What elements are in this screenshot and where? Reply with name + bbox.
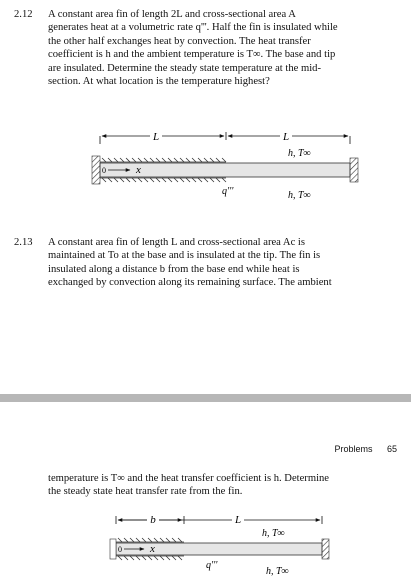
q-label: q'''	[222, 186, 234, 197]
text-line: insulated along a distance b from the base end while heat is	[48, 263, 300, 275]
page-bottom	[0, 402, 411, 577]
insulation-bottom	[100, 178, 226, 182]
problem-text	[14, 236, 397, 290]
text-line: generates heat at a volumetric rate q'''. Half the fin is insulated while	[48, 22, 338, 34]
insulation-bottom	[116, 556, 184, 560]
label-h-t-top: h, T∞	[262, 528, 285, 539]
problem-number: 2.12	[14, 9, 33, 20]
figure-2-13	[0, 512, 411, 577]
text-line: the steady state heat transfer rate from the fin.	[48, 486, 243, 498]
text-line: coefficient is h and the ambient temperature is T∞. The base and tip	[48, 49, 336, 61]
label-h-t-bottom: h, T∞	[288, 190, 311, 201]
text-line: A constant area fin of length L and cross-sectional area Ac is	[48, 237, 306, 248]
text-line: are insulated. Determine the steady state temperature at the mid-	[48, 62, 321, 74]
text-line: temperature is T∞ and the heat transfer coefficient is h. Determine	[48, 473, 330, 484]
problem-2-12	[14, 8, 397, 88]
text-line: exchanged by convection along its remaining surface. The ambient	[48, 277, 332, 289]
origin-label: 0	[102, 166, 106, 175]
label-h-t-bottom: h, T∞	[266, 566, 289, 577]
fin-body	[116, 543, 322, 555]
page-number: 65	[386, 444, 397, 454]
page-separator	[0, 394, 411, 402]
insulation-top	[100, 158, 226, 162]
text-line: maintained at To at the base and is insulated at the tip. The fin is	[48, 250, 321, 262]
tip-insulation	[350, 158, 358, 182]
running-head	[334, 444, 397, 454]
x-label: x	[150, 543, 155, 555]
dim-label-b: b	[150, 514, 156, 526]
base-wall	[110, 539, 116, 559]
dim-label-l: L	[234, 514, 242, 526]
text-line: A constant area fin of length 2L and cross-sectional area A	[48, 9, 296, 20]
problem-number: 2.13	[14, 237, 33, 248]
figure-2-12	[0, 118, 411, 218]
x-label: x	[136, 164, 141, 176]
tip-insulation	[322, 539, 329, 559]
label-h-t-top: h, T∞	[288, 148, 311, 159]
text-line: the other half exchanges heat by convection. The heat transfer	[48, 35, 311, 47]
dim-label-left: L	[152, 131, 160, 143]
origin-label: 0	[118, 545, 122, 554]
running-head-title: Problems	[334, 444, 373, 454]
q-label: q'''	[206, 560, 218, 571]
problem-2-13	[14, 236, 397, 290]
dim-label-right: L	[282, 131, 290, 143]
insulation-top	[116, 538, 184, 542]
problem-text	[14, 8, 397, 88]
base-wall	[92, 156, 100, 184]
text-line: section. At what location is the temperature highest?	[48, 76, 270, 88]
continuation-text	[48, 472, 397, 499]
